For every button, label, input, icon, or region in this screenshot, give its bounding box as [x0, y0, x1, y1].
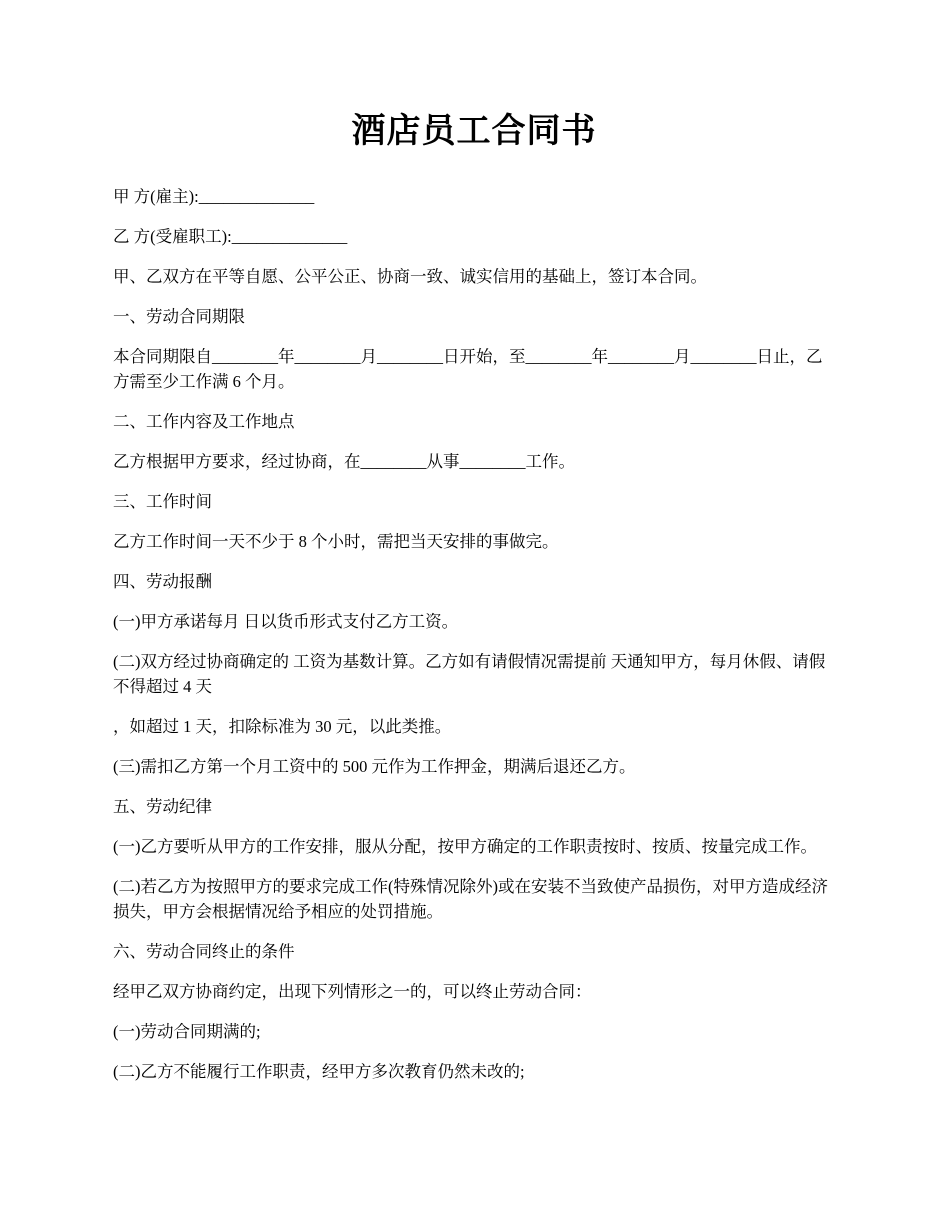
party-a-line: 甲 方(雇主):______________: [113, 187, 315, 206]
termination-clause-2: (二)乙方不能履行工作职责，经甲方多次教育仍然未改的;: [113, 1062, 525, 1081]
work-time-paragraph: 乙方工作时间一天不少于 8 个小时，需把当天安排的事做完。: [113, 532, 559, 551]
term-paragraph: 本合同期限自________年________月________日开始，至________年________月________日止，乙方需至少工作满 6 个月。: [113, 347, 823, 391]
termination-clause-1: (一)劳动合同期满的;: [113, 1022, 261, 1041]
party-b-line: 乙 方(受雇职工):______________: [113, 227, 348, 246]
section-heading-term: 一、劳动合同期限: [113, 307, 245, 326]
section-heading-work-content: 二、工作内容及工作地点: [113, 412, 295, 431]
discipline-clause-2: (二)若乙方为按照甲方的要求完成工作(特殊情况除外)或在安装不当致使产品损伤，对甲方造成经济损失，甲方会根据情况给予相应的处罚措施。: [113, 877, 828, 921]
pay-clause-2-continued: ，如超过 1 天，扣除标准为 30 元，以此类推。: [113, 717, 452, 736]
pay-clause-1: (一)甲方承诺每月 日以货币形式支付乙方工资。: [113, 612, 459, 631]
preamble-paragraph: 甲、乙双方在平等自愿、公平公正、协商一致、诚实信用的基础上，签订本合同。: [113, 267, 707, 286]
work-content-paragraph: 乙方根据甲方要求，经过协商，在________从事________工作。: [113, 452, 575, 471]
section-heading-pay: 四、劳动报酬: [113, 572, 212, 591]
pay-clause-3: (三)需扣乙方第一个月工资中的 500 元作为工作押金，期满后退还乙方。: [113, 757, 636, 776]
discipline-clause-1: (一)乙方要听从甲方的工作安排，服从分配，按甲方确定的工作职责按时、按质、按量完成工作。: [113, 837, 817, 856]
document-title: 酒店员工合同书: [351, 113, 597, 150]
section-heading-termination: 六、劳动合同终止的条件: [113, 942, 295, 961]
pay-clause-2: (二)双方经过协商确定的 工资为基数计算。乙方如有请假情况需提前 天通知甲方，每月休假、请假不得超过 4 天: [113, 652, 826, 696]
section-heading-discipline: 五、劳动纪律: [113, 797, 212, 816]
termination-intro: 经甲乙双方协商约定，出现下列情形之一的，可以终止劳动合同：: [113, 982, 592, 1001]
section-heading-work-time: 三、工作时间: [113, 492, 212, 511]
